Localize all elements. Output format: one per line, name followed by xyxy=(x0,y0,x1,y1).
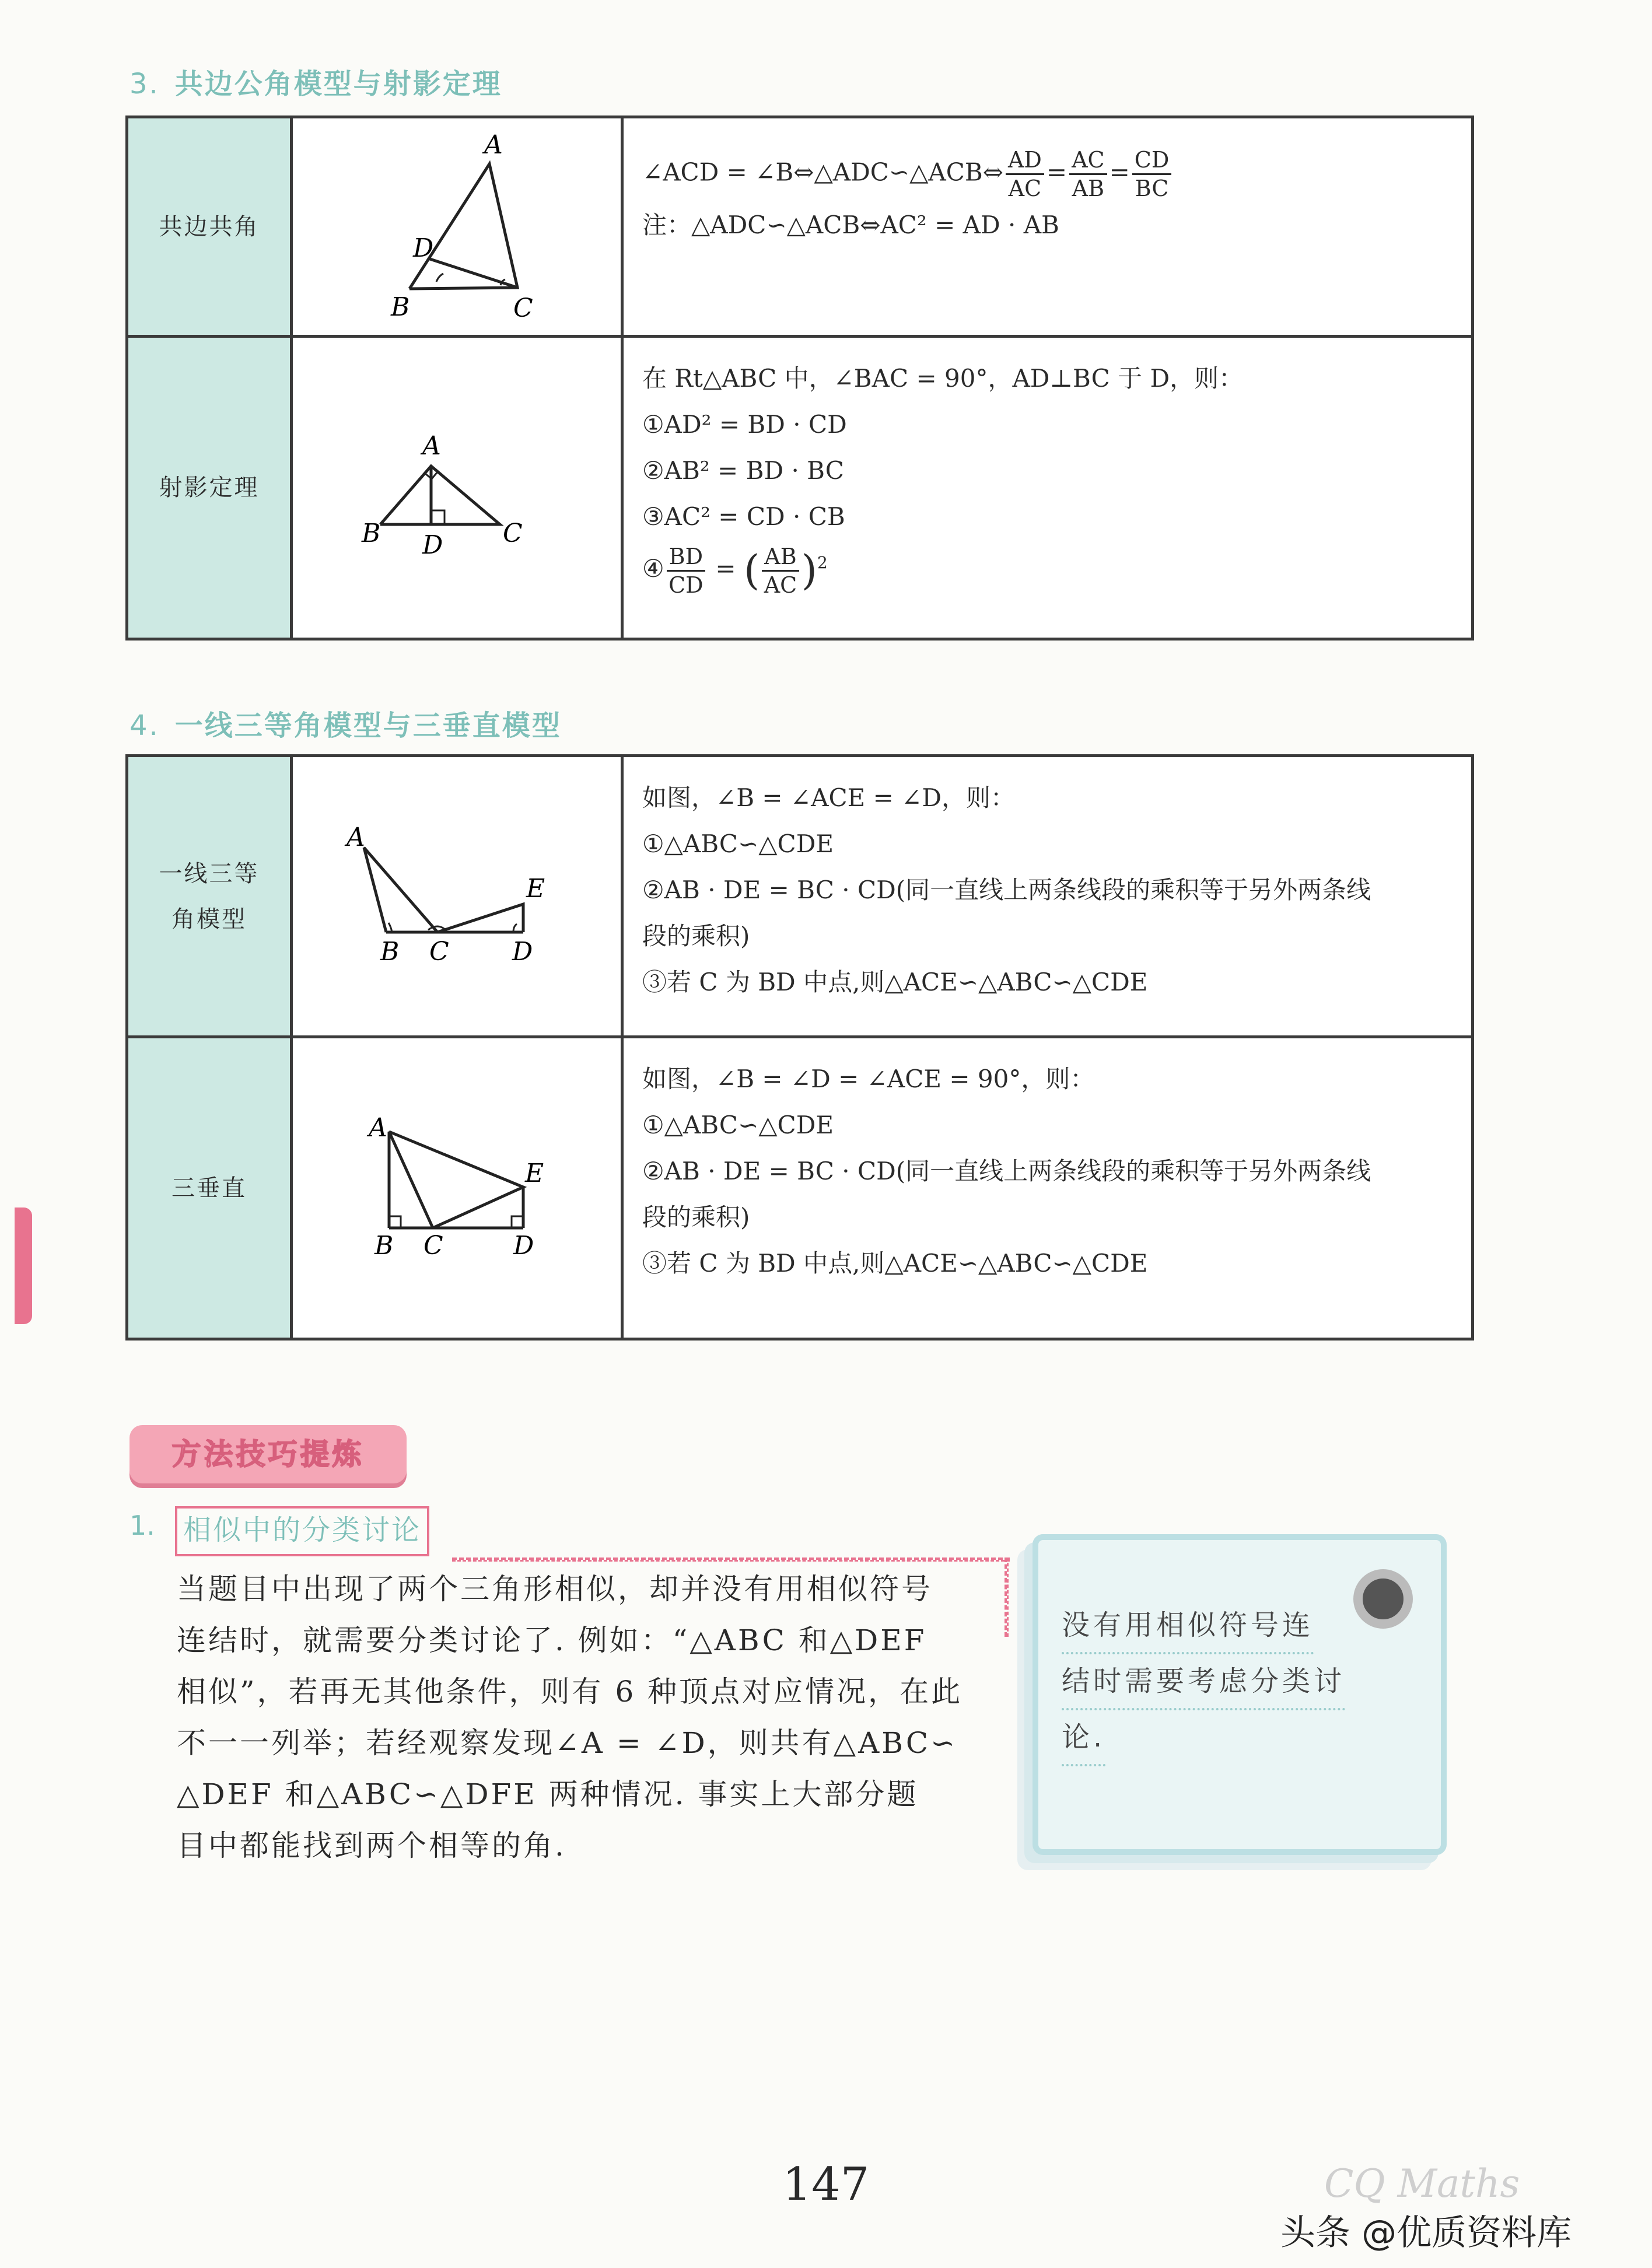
side-note-text: 没有用相似符号连 结时需要考虑分类讨 论. xyxy=(1062,1598,1345,1766)
result-line-3: ③若 C 为 BD 中点,则△ACE∽△ABC∽△CDE xyxy=(642,968,1148,996)
figure-right-triangle xyxy=(293,338,624,638)
result-line-2: ②AB · DE = BC · CD(同一直线上两条线段的乘积等于另外两条线 xyxy=(642,876,1371,904)
triangle-abc xyxy=(380,466,500,524)
statement-line: 在 Rt△ABC 中，∠BAC = 90°，AD⊥BC 于 D，则： xyxy=(642,364,1244,393)
table-row-one-line-three-angles xyxy=(128,757,1471,1038)
result-line-2: ②AB · DE = BC · CD(同一直线上两条线段的乘积等于另外两条线 xyxy=(642,1157,1371,1185)
statement-line: 如图，∠B = ∠D = ∠ACE = 90°，则： xyxy=(642,1065,1095,1093)
result-line-1: ①AD² = BD · CD xyxy=(642,410,847,439)
classification-paragraph: 当题目中出现了两个三角形相似，却并没有用相似符号 连结时，就需要分类讨论了. 例如：“△ABC 和△DEF 相似”，若再无其他条件，则有 6 种顶点对应情况，在此 不一一列举；若经观察发现∠A = ∠D，则共有△ABC∽ △DEF 和△ABC∽△DFE 两种情况. 事实上大部分题 目中都能找到两个相等的角. xyxy=(177,1572,963,1863)
figure-three-equal-angles xyxy=(293,757,624,1035)
section-number: 4. xyxy=(130,709,160,742)
triangle-ace xyxy=(389,1132,523,1228)
label-c: C xyxy=(503,519,523,548)
result-line-1: ①△ABC∽△CDE xyxy=(642,1111,834,1139)
label-d: D xyxy=(512,937,533,967)
row-label: 三垂直 xyxy=(128,1038,293,1338)
label-c: C xyxy=(513,293,533,323)
row-label: 共边共角 xyxy=(128,118,293,335)
table-models-2 xyxy=(125,754,1474,1340)
three-perp-diagram xyxy=(293,1038,621,1335)
label-e: E xyxy=(525,1158,544,1188)
result-line-2-cont: 段的乘积) xyxy=(642,1203,750,1231)
row-content xyxy=(624,118,1471,335)
label-d: D xyxy=(513,1231,534,1261)
angle-mark-b xyxy=(436,274,443,282)
result-line-3: ③若 C 为 BD 中点,则△ACE∽△ABC∽△CDE xyxy=(642,1249,1148,1278)
section-title: 共边公角模型与射影定理 xyxy=(174,68,502,100)
right-angle-mark-b xyxy=(389,1216,401,1228)
three-angles-diagram xyxy=(293,757,621,1035)
right-angle-mark xyxy=(431,510,444,524)
label-e: E xyxy=(526,874,545,904)
row-label: 射影定理 xyxy=(128,338,293,638)
section-title: 一线三等角模型与三垂直模型 xyxy=(174,709,562,742)
label-b: B xyxy=(374,1231,394,1261)
result-line-2-cont: 段的乘积) xyxy=(642,922,750,950)
section-4-heading xyxy=(130,703,562,743)
label-b: B xyxy=(380,937,400,967)
source-credit: 头条 @优质资料库 xyxy=(1280,2213,1572,2253)
side-tab-marker xyxy=(15,1208,32,1324)
formula-line: ∠ACD = ∠B⇔△ADC∽△ACB⇔ $\frac{AD}{AC}$ = $\frac{AC}{AB}$ = $\frac{CD}{BC}$ xyxy=(642,146,1471,202)
label-b: B xyxy=(391,292,410,322)
result-line-2: ②AB² = BD · BC xyxy=(642,456,844,485)
result-line-3: ③AC² = CD · CB xyxy=(642,502,845,531)
topic-title: 相似中的分类讨论 xyxy=(175,1506,429,1556)
right-angle-mark-d xyxy=(512,1216,523,1228)
label-a: A xyxy=(369,1113,387,1143)
section-3-heading xyxy=(130,61,502,102)
triangle-cde xyxy=(438,904,523,932)
dashed-connector xyxy=(452,1558,1010,1562)
right-triangle-diagram xyxy=(293,338,621,635)
label-a: A xyxy=(346,822,365,852)
result-line-4: ④ $\frac{BD}{CD}$ = ( $\frac{AB}{AC}$ )$^2$ xyxy=(642,543,828,598)
label-a: A xyxy=(422,431,441,461)
note-ring-icon xyxy=(1353,1569,1413,1629)
section-number: 3. xyxy=(130,68,160,100)
watermark: CQ Maths xyxy=(1324,2161,1520,2206)
figure-shared-angle xyxy=(293,118,624,335)
label-c: C xyxy=(424,1231,443,1261)
figure-three-perpendiculars xyxy=(293,1038,624,1338)
segment-cd xyxy=(428,258,517,288)
method-tips-badge: 方法技巧提炼 xyxy=(130,1425,407,1483)
triangle-abc xyxy=(364,848,438,932)
note-line: 注：△ADC∽△ACB⇔AC² = AD · AB xyxy=(642,211,1059,239)
row-content xyxy=(624,338,1471,638)
result-line-1: ①△ABC∽△CDE xyxy=(642,830,834,858)
topic-number: 1. xyxy=(130,1510,155,1541)
dashed-connector-vertical xyxy=(1005,1558,1009,1637)
page-number: 147 xyxy=(782,2158,870,2211)
label-a: A xyxy=(484,130,503,160)
table-row-shared-side-angle xyxy=(128,118,1471,338)
label-d: D xyxy=(413,233,434,263)
label-d: D xyxy=(422,530,443,560)
table-row-three-perpendiculars xyxy=(128,1038,1471,1338)
table-row-projection-theorem xyxy=(128,338,1471,638)
triangle-diagram xyxy=(293,118,621,335)
row-content xyxy=(624,757,1471,1035)
label-b: B xyxy=(362,519,381,548)
table-models-1 xyxy=(125,116,1474,640)
label-c: C xyxy=(429,937,449,967)
row-content xyxy=(624,1038,1471,1338)
statement-line: 如图，∠B = ∠ACE = ∠D，则： xyxy=(642,783,1016,812)
row-label: 一线三等 角模型 xyxy=(128,757,293,1035)
